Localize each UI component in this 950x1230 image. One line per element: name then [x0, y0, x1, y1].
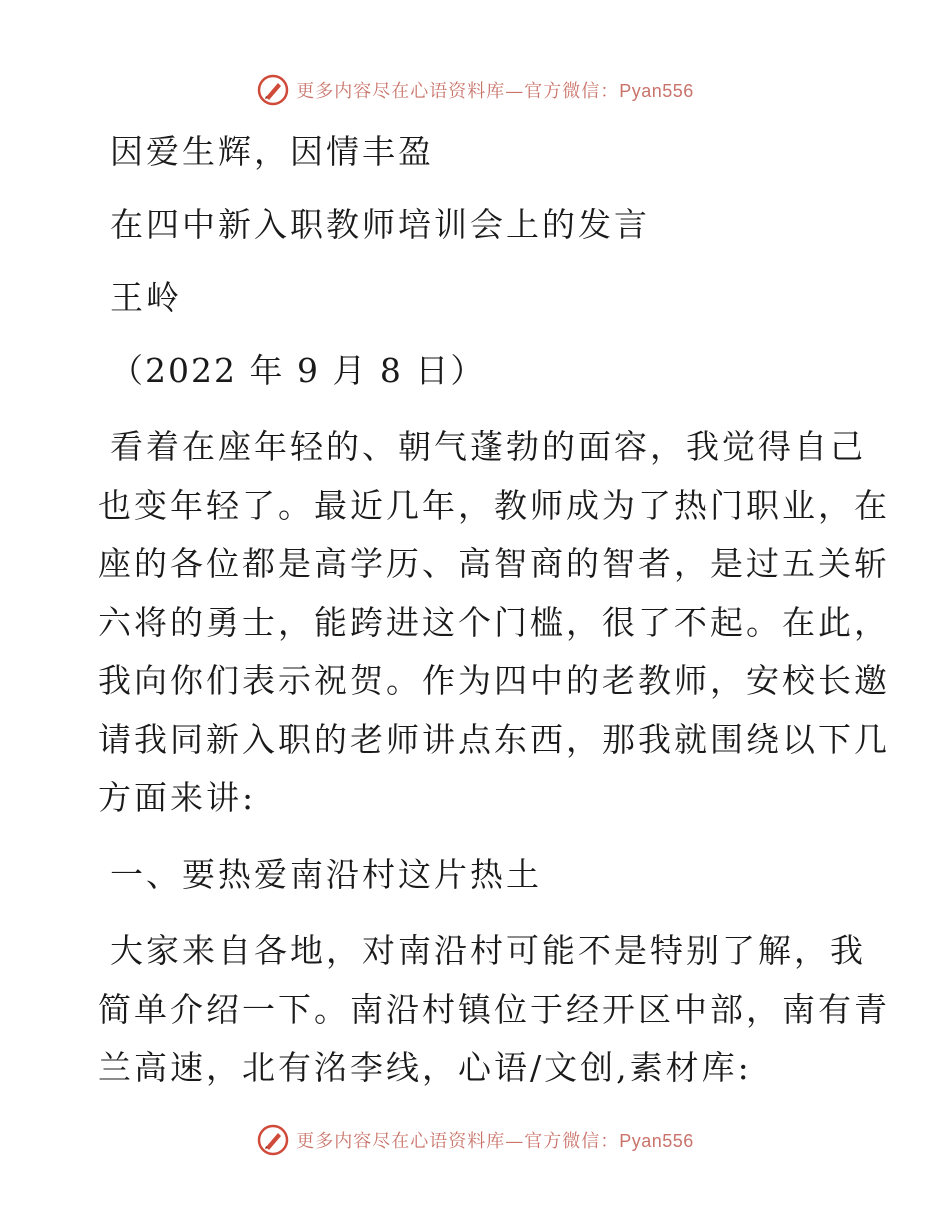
document-heading	[98, 126, 858, 397]
document-date: （2022 年 9 月 8 日）	[110, 351, 486, 390]
paragraph-line: 简单介绍一下。南沿村镇位于经开区中部，南有青	[98, 989, 890, 1029]
pen-logo-icon	[256, 1123, 290, 1157]
document-title: 因爱生辉，因情丰盈	[110, 132, 434, 171]
paragraph-line: 请我同新入职的老师讲点东西，那我就围绕以下几	[98, 719, 890, 759]
header-watermark	[0, 70, 950, 110]
document-author: 王岭	[110, 278, 182, 317]
paragraph-line: 我向你们表示祝贺。作为四中的老教师，安校长邀	[98, 661, 890, 700]
section-heading-block	[98, 846, 858, 905]
watermark-text: 更多内容尽在心语资料库—官方微信：Pyan556	[296, 1131, 694, 1152]
footer-watermark	[0, 1120, 950, 1160]
document-subtitle: 在四中新入职教师培训会上的发言	[110, 205, 650, 244]
section-heading: 一、要热爱南沿村这片热土	[110, 854, 542, 894]
paragraph-line: 看着在座年轻的、朝气蓬勃的面容，我觉得自己	[110, 427, 866, 466]
paragraph-line: 六将的勇士，能跨进这个门槛，很了不起。在此，	[98, 602, 890, 642]
watermark-text: 更多内容尽在心语资料库—官方微信：Pyan556	[296, 81, 694, 102]
paragraph-line: 大家来自各地，对南沿村可能不是特别了解，我	[110, 931, 866, 970]
paragraph-intro	[98, 418, 890, 828]
paragraph-line: 方面来讲:	[98, 778, 257, 817]
document-body	[98, 126, 890, 1116]
paragraph-line: 座的各位都是高学历、高智商的智者，是过五关斩	[98, 544, 890, 583]
paragraph-village	[98, 922, 890, 1098]
pen-logo-icon	[256, 73, 290, 107]
paragraph-line: 也变年轻了。最近几年，教师成为了热门职业，在	[98, 485, 890, 525]
paragraph-line: 兰高速，北有洺李线，心语/文创,素材库:	[98, 1048, 752, 1087]
